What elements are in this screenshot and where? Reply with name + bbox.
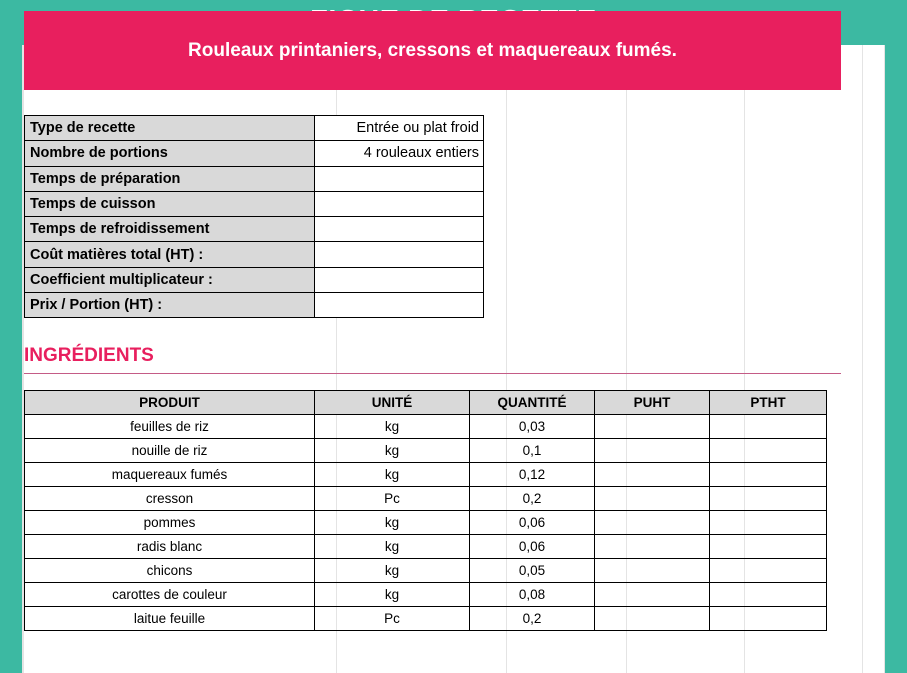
cell-unite[interactable]: kg xyxy=(315,415,470,439)
info-value[interactable] xyxy=(315,293,484,318)
cell-puht[interactable] xyxy=(595,535,710,559)
ingredients-table-body xyxy=(25,415,827,631)
table-row xyxy=(25,166,484,191)
table-row xyxy=(25,242,484,267)
cell-ptht[interactable] xyxy=(710,583,827,607)
column-header-produit: PRODUIT xyxy=(25,391,315,415)
cell-puht[interactable] xyxy=(595,487,710,511)
cell-ptht[interactable] xyxy=(710,559,827,583)
cell-ptht[interactable] xyxy=(710,511,827,535)
table-row xyxy=(25,511,827,535)
recipe-name-banner: Rouleaux printaniers, cressons et maquereaux fumés. xyxy=(24,11,841,90)
info-value[interactable] xyxy=(315,217,484,242)
table-row xyxy=(25,141,484,166)
cell-quantite[interactable]: 0,2 xyxy=(470,607,595,631)
info-value[interactable] xyxy=(315,267,484,292)
cell-quantite[interactable]: 0,2 xyxy=(470,487,595,511)
recipe-info-table xyxy=(24,115,484,318)
recipe-info-body xyxy=(25,116,484,318)
table-row xyxy=(25,217,484,242)
info-label: Type de recette xyxy=(25,116,315,141)
cell-produit[interactable]: cresson xyxy=(25,487,315,511)
cell-unite[interactable]: kg xyxy=(315,583,470,607)
info-label: Temps de refroidissement xyxy=(25,217,315,242)
cell-ptht[interactable] xyxy=(710,535,827,559)
cell-puht[interactable] xyxy=(595,439,710,463)
cell-unite[interactable]: kg xyxy=(315,463,470,487)
cell-puht[interactable] xyxy=(595,415,710,439)
cell-produit[interactable]: carottes de couleur xyxy=(25,583,315,607)
info-label: Temps de préparation xyxy=(25,166,315,191)
cell-produit[interactable]: maquereaux fumés xyxy=(25,463,315,487)
ingredients-section-title: INGRÉDIENTS xyxy=(24,345,154,366)
table-row xyxy=(25,463,827,487)
info-label: Coefficient multiplicateur : xyxy=(25,267,315,292)
info-label: Coût matières total (HT) : xyxy=(25,242,315,267)
cell-unite[interactable]: Pc xyxy=(315,487,470,511)
cell-puht[interactable] xyxy=(595,463,710,487)
cell-puht[interactable] xyxy=(595,559,710,583)
cell-produit[interactable]: radis blanc xyxy=(25,535,315,559)
cell-quantite[interactable]: 0,06 xyxy=(470,535,595,559)
column-header-unite: UNITÉ xyxy=(315,391,470,415)
cell-ptht[interactable] xyxy=(710,607,827,631)
cell-produit[interactable]: pommes xyxy=(25,511,315,535)
cell-quantite[interactable]: 0,05 xyxy=(470,559,595,583)
cell-produit[interactable]: chicons xyxy=(25,559,315,583)
table-row xyxy=(25,487,827,511)
table-row xyxy=(25,116,484,141)
cell-unite[interactable]: kg xyxy=(315,559,470,583)
info-label: Temps de cuisson xyxy=(25,191,315,216)
table-row xyxy=(25,583,827,607)
table-row xyxy=(25,607,827,631)
cell-unite[interactable]: kg xyxy=(315,511,470,535)
table-row xyxy=(25,439,827,463)
info-label: Prix / Portion (HT) : xyxy=(25,293,315,318)
cell-produit[interactable]: nouille de riz xyxy=(25,439,315,463)
cell-unite[interactable]: Pc xyxy=(315,607,470,631)
table-row xyxy=(25,267,484,292)
table-row xyxy=(25,293,484,318)
cell-quantite[interactable]: 0,1 xyxy=(470,439,595,463)
section-divider xyxy=(24,373,841,374)
cell-produit[interactable]: feuilles de riz xyxy=(25,415,315,439)
table-row xyxy=(25,559,827,583)
cell-puht[interactable] xyxy=(595,511,710,535)
table-row xyxy=(25,535,827,559)
cell-quantite[interactable]: 0,06 xyxy=(470,511,595,535)
cell-ptht[interactable] xyxy=(710,463,827,487)
cell-ptht[interactable] xyxy=(710,415,827,439)
table-row xyxy=(25,191,484,216)
info-value[interactable] xyxy=(315,242,484,267)
table-row xyxy=(25,415,827,439)
info-label: Nombre de portions xyxy=(25,141,315,166)
cell-produit[interactable]: laitue feuille xyxy=(25,607,315,631)
info-value[interactable] xyxy=(315,166,484,191)
column-header-ptht: PTHT xyxy=(710,391,827,415)
column-header-puht: PUHT xyxy=(595,391,710,415)
cell-puht[interactable] xyxy=(595,607,710,631)
info-value[interactable]: Entrée ou plat froid xyxy=(315,116,484,141)
info-value[interactable] xyxy=(315,191,484,216)
gridline xyxy=(884,45,885,673)
table-header-row xyxy=(25,391,827,415)
cell-unite[interactable]: kg xyxy=(315,439,470,463)
gridline xyxy=(862,45,863,673)
cell-quantite[interactable]: 0,08 xyxy=(470,583,595,607)
cell-quantite[interactable]: 0,03 xyxy=(470,415,595,439)
cell-ptht[interactable] xyxy=(710,487,827,511)
cell-unite[interactable]: kg xyxy=(315,535,470,559)
cell-quantite[interactable]: 0,12 xyxy=(470,463,595,487)
column-header-quantite: QUANTITÉ xyxy=(470,391,595,415)
ingredients-table-head xyxy=(25,391,827,415)
info-value[interactable]: 4 rouleaux entiers xyxy=(315,141,484,166)
ingredients-table xyxy=(24,390,827,631)
cell-ptht[interactable] xyxy=(710,439,827,463)
cell-puht[interactable] xyxy=(595,583,710,607)
